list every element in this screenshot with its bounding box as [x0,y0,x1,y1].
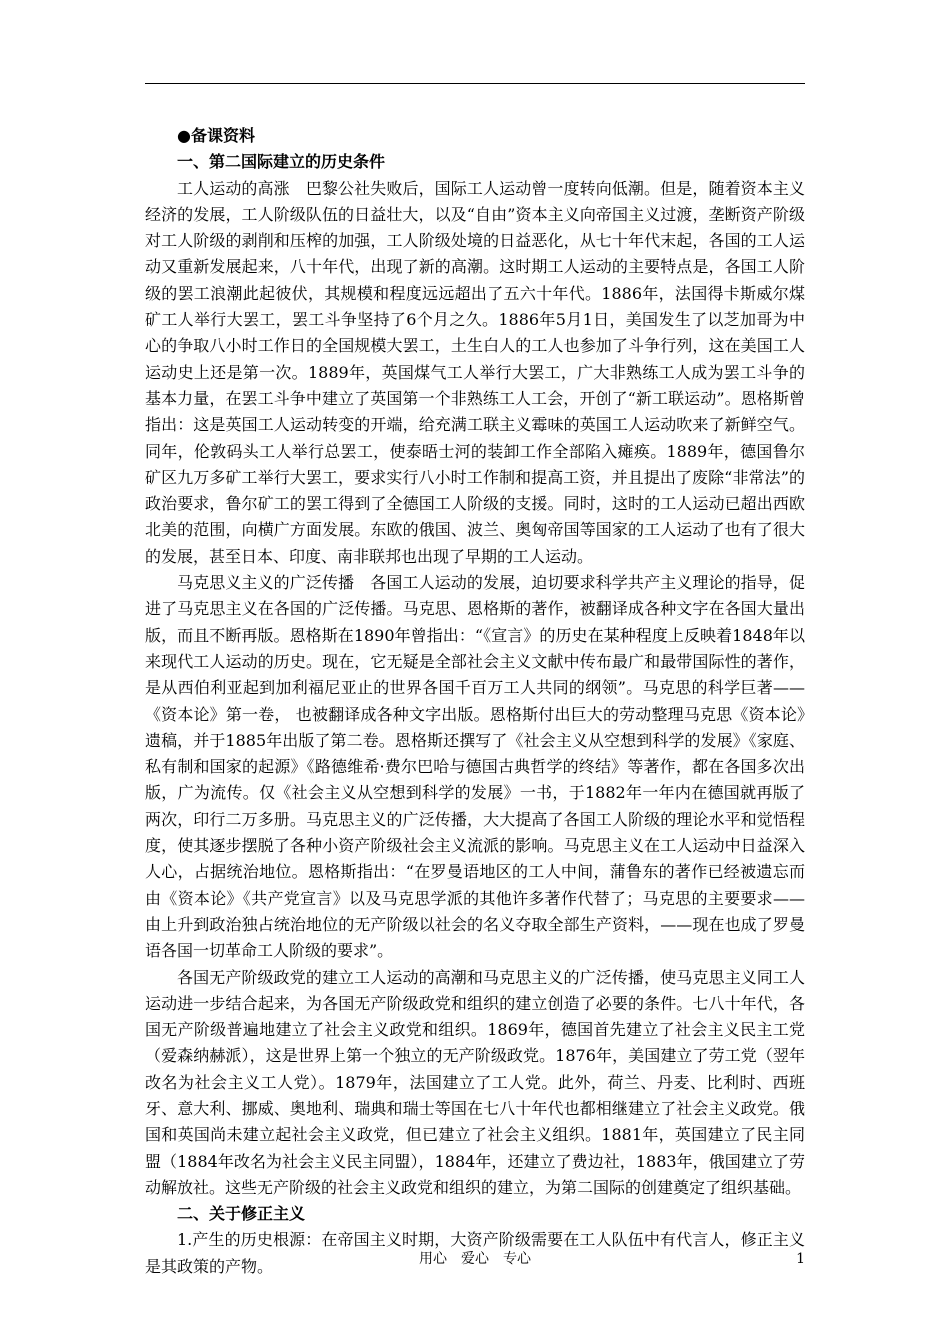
page-footer [145,1247,805,1271]
section-title: ●备课资料 [177,126,255,145]
paragraph-marxism-spread: 马克思义主义的广泛传播 各国工人运动的发展，迫切要求科学共产主义理论的指导，促进了马克思主义在各国的广泛传播。马克思、恩格斯的著作，被翻译成各种文字在各国大量出版，而且不断再版。恩格斯在1890年曾指出：“《宣言》的历史在某种程度上反映着1848年以来现代工人运动的历史。现在，它无疑是全部社会主义文献中传布最广和最带国际性的著作，是从西伯利亚起到加利福尼亚止的世界各国千百万工人共同的纲领”。马克思的科学巨著——《资本论》第一卷， 也被翻译成各种文字出版。恩格斯付出巨大的劳动整理马克思《资本论》遗稿，并于1885年出版了第二卷。恩格斯还撰写了《社会主义从空想到科学的发展》《家庭、私有制和国家的起源》《路德维希·费尔巴哈与德国古典哲学的终结》等著作，都在各国多次出版，广为流传。仅《社会主义从空想到科学的发展》一书，于1882年一年内在德国就再版了两次，印行二万多册。马克思主义的广泛传播，大大提高了各国工人阶级的理论水平和觉悟程度，使其逐步摆脱了各种小资产阶级社会主义流派的影响。马克思主义在工人运动中日益深入人心，占据统治地位。恩格斯指出：“在罗曼语地区的工人中间，蒲鲁东的著作已经被遗忘而由《资本论》《共产党宣言》以及马克思学派的其他许多著作代替了；马克思的主要要求——由上升到政治独占统治地位的无产阶级以社会的名义夺取全部生产资料，——现在也成了罗曼语各国一切革命工人阶级的要求”。 [145,573,805,961]
paragraph-revisionism-origin: 1.产生的历史根源：在帝国主义时期，大资产阶级需要在工人队伍中有代言人，修正主义是其政策的产物。 [145,1230,805,1276]
paragraph-labor-movement: 工人运动的高涨 巴黎公社失败后，国际工人运动曾一度转向低潮。但是，随着资本主义经济的发展，工人阶级队伍的日益壮大，以及“自由”资本主义向帝国主义过渡，垄断资产阶级对工人阶级的剥削和压榨的加强，工人阶级处境的日益恶化，从七十年代末起，各国的工人运动又重新发展起来，八十年代，出现了新的高潮。这时期工人运动的主要特点是，各国工人阶级的罢工浪潮此起彼伏，其规模和程度远远超出了五六十年代。1886年，法国得卡斯威尔煤矿工人举行大罢工，罢工斗争坚持了6个月之久。1886年5月1日，美国发生了以芝加哥为中心的争取八小时工作日的全国规模大罢工，土生白人的工人也参加了斗争行列，这在美国工人运动史上还是第一次。1889年，英国煤气工人举行大罢工，广大非熟练工人成为罢工斗争的基本力量，在罢工斗争中建立了英国第一个非熟练工人工会，开创了“新工联运动”。恩格斯曾指出：这是英国工人运动转变的开端，给充满工联主义霉味的英国工人运动吹来了新鲜空气。同年，伦敦码头工人举行总罢工，使泰晤士河的装卸工作全部陷入瘫痪。1889年，德国鲁尔矿区九万多矿工举行大罢工，要求实行八小时工作制和提高工资，并且提出了废除“非常法”的政治要求，鲁尔矿工的罢工得到了全德国工人阶级的支援。同时，这时的工人运动已超出西欧北美的范围，向横广方面发展。东欧的俄国、波兰、奥匈帝国等国家的工人运动了也有了很大的发展，甚至日本、印度、南非联邦也出现了早期的工人运动。 [145,178,805,566]
heading-historical-conditions: 一、第二国际建立的历史条件 [177,152,386,172]
paragraph-party-founding: 各国无产阶级政党的建立工人运动的高潮和马克思主义的广泛传播，使马克思主义同工人运动进一步结合起来，为各国无产阶级政党和组织的建立创造了必要的条件。七八十年代，各国无产阶级普遍地建立了社会主义政党和组织。1869年，德国首先建立了社会主义民主工党（爱森纳赫派），这是世界上第一个独立的无产阶级政党。1876年，美国建立了劳工党（翌年改名为社会主义工人党）。1879年，法国建立了工人党。此外，荷兰、丹麦、比利时、西班牙、意大利、挪威、奥地利、瑞典和瑞士等国在七八十年代也都相继建立了社会主义政党。俄国和英国尚未建立起社会主义政党，但已建立了社会主义组织。1881年，英国建立了民主同盟（1884年改名为社会主义民主同盟），1884年，还建立了费边社，1883年，俄国建立了劳动解放社。这些无产阶级的社会主义政党和组织的建立，为第二国际的创建奠定了组织基础。 [145,967,805,1197]
document-body [145,123,805,1280]
header-rule [145,83,805,84]
heading-revisionism: 二、关于修正主义 [177,1204,306,1224]
page-number: 1 [796,1251,805,1267]
footer-motto: 用心 爱心 专心 [419,1251,531,1267]
